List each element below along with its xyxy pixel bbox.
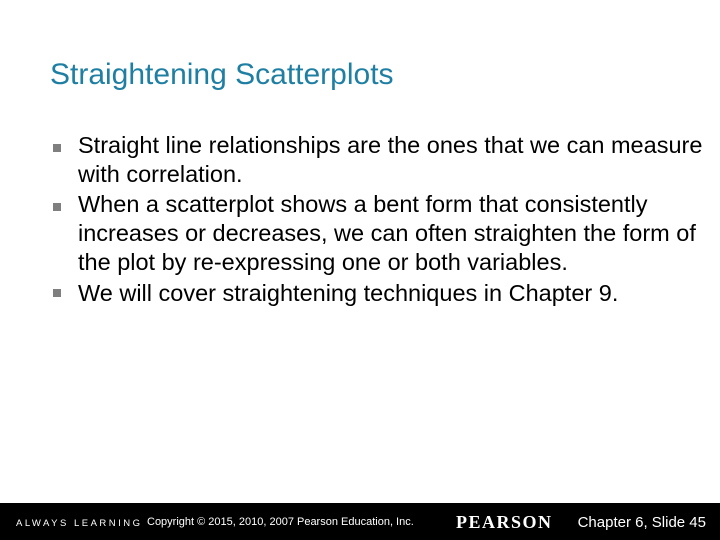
footer-copyright: Copyright © 2015, 2010, 2007 Pearson Education, Inc.: [147, 516, 414, 528]
slide-number: Chapter 6, Slide 45: [577, 514, 706, 531]
square-bullet-icon: [53, 289, 61, 297]
bullet-text: Straight line relationships are the ones that we can measure with correlation.: [78, 132, 703, 187]
square-bullet-icon: [53, 144, 61, 152]
bullet-item: [50, 190, 710, 277]
bullet-item: [50, 274, 710, 312]
bullet-text: We will cover straightening techniques in Chapter 9.: [78, 280, 619, 306]
slide-title: Straightening Scatterplots: [50, 58, 394, 91]
brand-logo: PEARSON: [456, 512, 553, 532]
square-bullet-icon: [53, 203, 61, 211]
footer-tagline: ALWAYS LEARNING: [16, 518, 143, 529]
footer-bar: [0, 503, 720, 540]
bullet-item: [50, 131, 710, 189]
bullet-text: When a scatterplot shows a bent form that consistently increases or decreases, we can often straighten the form of the plot by re-expressing one or both variables.: [78, 191, 696, 275]
bullet-list: [50, 131, 710, 313]
